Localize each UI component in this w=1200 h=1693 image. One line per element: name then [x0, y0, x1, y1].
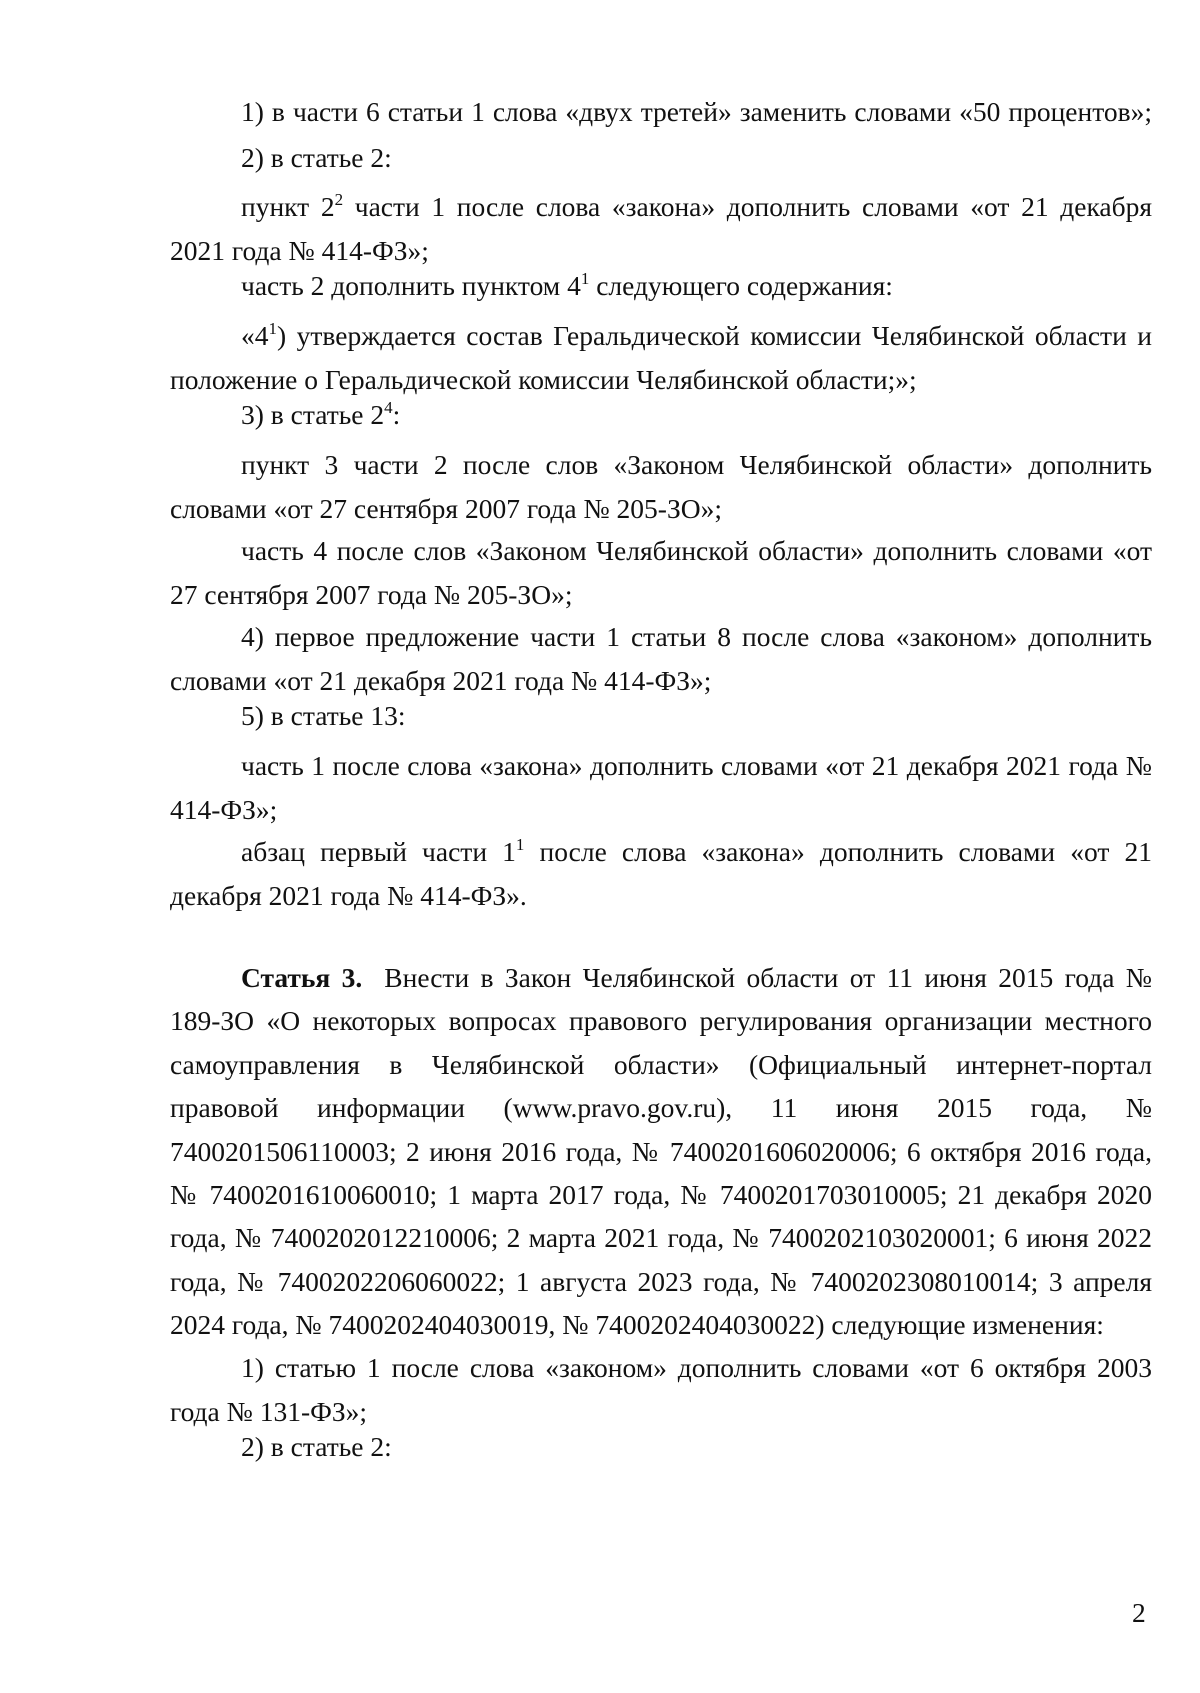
paragraph-9	[170, 615, 1152, 703]
paragraph-10	[170, 701, 1152, 731]
paragraph-8-text: часть 4 после слов «Законом Челябинской области» дополнить словами «от 27 сентября 2007 года № 205-ЗО»;	[170, 535, 1152, 610]
superscript: 2	[334, 190, 344, 209]
superscript: 1	[515, 835, 525, 854]
article-3-text: Внести в Закон Челябинской области от 11 июня 2015 года № 189-ЗО «О некоторых вопросах правового регулирования организации местного самоуправления в Челябинской области» (Официальный интернет-портал правовой информации (www.pravo.gov.ru), 11 июня 2015 года, № 7400201506110003; 2 июня 2016 года, № 7400201606020006; 6 октября 2016 года, № 7400201610060010; 1 марта 2017 года, № 7400201703010005; 21 декабря 2020 года, № 7400202012210006; 2 марта 2021 года, № 7400202103020001; 6 июня 2022 года, № 7400202206060022; 1 августа 2023 года, № 7400202308010014; 3 апреля 2024 года, № 7400202404030019, № 7400202404030022) следующие изменения:	[170, 962, 1152, 1341]
superscript: 1	[268, 319, 277, 338]
paragraph-12-text-start: абзац первый части 1	[241, 836, 516, 867]
paragraph-5	[170, 314, 1152, 402]
paragraph-6	[170, 400, 1152, 430]
paragraph-3	[170, 185, 1152, 273]
paragraph-7	[170, 443, 1152, 531]
page-number: 2	[1132, 1597, 1146, 1628]
paragraph-14	[170, 1346, 1152, 1434]
superscript: 1	[580, 269, 590, 288]
paragraph-15	[170, 1432, 1152, 1462]
paragraph-2	[170, 143, 1152, 173]
paragraph-15-text: 2) в статье 2:	[241, 1431, 392, 1462]
paragraph-6-text-start: 3) в статье 2	[241, 399, 385, 430]
superscript: 4	[384, 398, 393, 417]
paragraph-4-text-end: следующего содержания:	[589, 270, 893, 301]
paragraph-10-text: 5) в статье 13:	[241, 700, 406, 731]
paragraph-12-text-end: после слова «закона» дополнить словами «от 21 декабря 2021 года № 414-ФЗ».	[170, 836, 1152, 911]
paragraph-4-text-start: часть 2 дополнить пунктом 4	[241, 270, 581, 301]
paragraph-11	[170, 744, 1152, 832]
paragraph-3-text-end: части 1 после слова «закона» дополнить словами «от 21 декабря 2021 года № 414-ФЗ»;	[170, 191, 1152, 266]
paragraph-1-text: 1) в части 6 статьи 1 слова «двух третей» заменить словами «50 процентов»;	[241, 96, 1152, 127]
paragraph-1	[170, 97, 1152, 127]
paragraph-7-text: пункт 3 части 2 после слов «Законом Челябинской области» дополнить словами «от 27 сентября 2007 года № 205-ЗО»;	[170, 449, 1152, 524]
paragraph-2-text: 2) в статье 2:	[241, 142, 392, 173]
paragraph-6-text-end: :	[392, 399, 401, 430]
paragraph-8	[170, 529, 1152, 617]
paragraph-9-text: 4) первое предложение части 1 статьи 8 после слова «законом» дополнить словами «от 21 декабря 2021 года № 414-ФЗ»;	[170, 621, 1152, 696]
paragraph-5-text-start: «4	[241, 320, 269, 351]
paragraph-3-text-start: пункт 2	[241, 191, 335, 222]
paragraph-12	[170, 830, 1152, 918]
paragraph-11-text: часть 1 после слова «закона» дополнить словами «от 21 декабря 2021 года № 414-ФЗ»;	[170, 750, 1152, 825]
article-3-heading: Статья 3.	[241, 962, 363, 993]
paragraph-14-text: 1) статью 1 после слова «законом» дополнить словами «от 6 октября 2003 года № 131-ФЗ»;	[170, 1352, 1152, 1427]
paragraph-4	[170, 271, 1152, 301]
paragraph-5-text-end: ) утверждается состав Геральдической комиссии Челябинской области и положение о Геральдической комиссии Челябинской области;»;	[170, 320, 1152, 395]
article-3-paragraph	[170, 956, 1152, 1347]
